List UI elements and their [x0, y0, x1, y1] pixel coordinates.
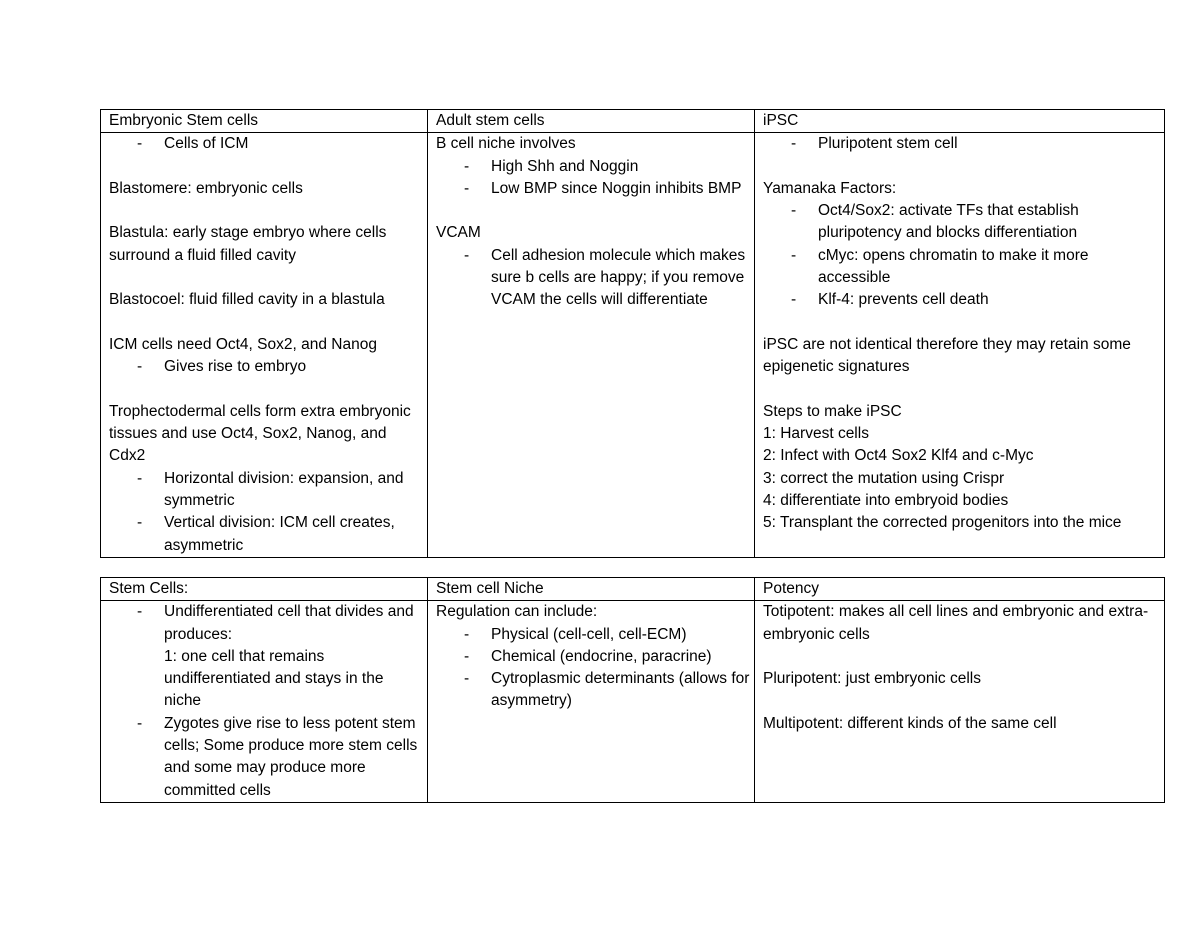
bullet-item: - Klf-4: prevents cell death	[791, 291, 989, 309]
bullet-item: - Cytroplasmic determinants (allows for asymmetry)	[464, 670, 750, 710]
header-potency: Potency	[755, 578, 1165, 601]
bullet-item: - Low BMP since Noggin inhibits BMP	[464, 179, 742, 197]
bullet-item: - Oct4/Sox2: activate TFs that establish pluripotency and blocks differentiation	[791, 202, 1079, 242]
table-body-row	[101, 133, 1165, 558]
text-line: iPSC are not identical therefore they may retain some epigenetic signatures	[763, 335, 1131, 376]
bullet-item: - Cells of ICM	[137, 135, 249, 153]
bullet-item: - Physical (cell-cell, cell-ECM)	[464, 625, 687, 643]
bullet-item: - Zygotes give rise to less potent stem cells; Some produce more stem cells and some may produce more committed cells	[137, 714, 418, 799]
step-item: 4: differentiate into embryoid bodies	[763, 492, 1009, 510]
text-line: Multipotent: different kinds of the same cell	[763, 714, 1057, 732]
header-embryonic-stem-cells: Embryonic Stem cells	[101, 110, 428, 133]
text-line: ICM cells need Oct4, Sox2, and Nanog	[109, 335, 377, 353]
bullet-item: - Vertical division: ICM cell creates, asymmetric	[137, 514, 395, 554]
bullet-item: - Undifferentiated cell that divides and produces: 1: one cell that remains undifferentiated and stays in the niche	[137, 603, 414, 710]
steps-title: Steps to make iPSC	[763, 402, 902, 420]
text-line: B cell niche involves	[436, 135, 576, 153]
step-item: 3: correct the mutation using Crispr	[763, 469, 1005, 487]
adult-cell	[428, 133, 755, 558]
text-line: Trophectodermal cells form extra embryonic tissues and use Oct4, Sox2, Nanog, and Cdx2	[109, 402, 411, 465]
text-line: Totipotent: makes all cell lines and embryonic and extra-embryonic cells	[763, 603, 1149, 643]
step-item: 5: Transplant the corrected progenitors into the mice	[763, 514, 1122, 532]
text-line: Blastocoel: fluid filled cavity in a blastula	[109, 291, 385, 309]
bullet-item: - Horizontal division: expansion, and symmetric	[137, 469, 404, 510]
bullet-item: - Pluripotent stem cell	[791, 135, 958, 153]
table-header-row	[101, 578, 1165, 601]
text-line: Blastomere: embryonic cells	[109, 179, 303, 197]
text-line: Yamanaka Factors:	[763, 179, 897, 197]
niche-cell	[428, 601, 755, 803]
text-line: Regulation can include:	[436, 603, 598, 621]
table-header-row	[101, 110, 1165, 133]
header-stem-cells: Stem Cells:	[101, 578, 428, 601]
embryonic-cell	[101, 133, 428, 558]
step-item: 1: Harvest cells	[763, 425, 869, 443]
bullet-item: - Cell adhesion molecule which makes sure b cells are happy; if you remove VCAM the cells will differentiate	[464, 246, 746, 309]
bullet-item: - cMyc: opens chromatin to make it more accessible	[791, 246, 1089, 287]
header-stem-cell-niche: Stem cell Niche	[428, 578, 755, 601]
stem-cell-types-table	[100, 109, 1165, 558]
bullet-item: - Chemical (endocrine, paracrine)	[464, 647, 712, 665]
text-line: Pluripotent: just embryonic cells	[763, 670, 981, 688]
potency-cell	[755, 601, 1165, 803]
text-line: Blastula: early stage embryo where cells surround a fluid filled cavity	[109, 224, 387, 264]
step-item: 2: Infect with Oct4 Sox2 Klf4 and c-Myc	[763, 447, 1034, 465]
header-ipsc: iPSC	[755, 110, 1165, 133]
stem-cells-cell	[101, 601, 428, 803]
header-adult-stem-cells: Adult stem cells	[428, 110, 755, 133]
ipsc-cell	[755, 133, 1165, 558]
stem-cell-concepts-table	[100, 577, 1165, 803]
table-body-row	[101, 601, 1165, 803]
text-line: VCAM	[436, 224, 481, 242]
bullet-item: - High Shh and Noggin	[464, 157, 639, 175]
bullet-item: - Gives rise to embryo	[137, 358, 307, 376]
